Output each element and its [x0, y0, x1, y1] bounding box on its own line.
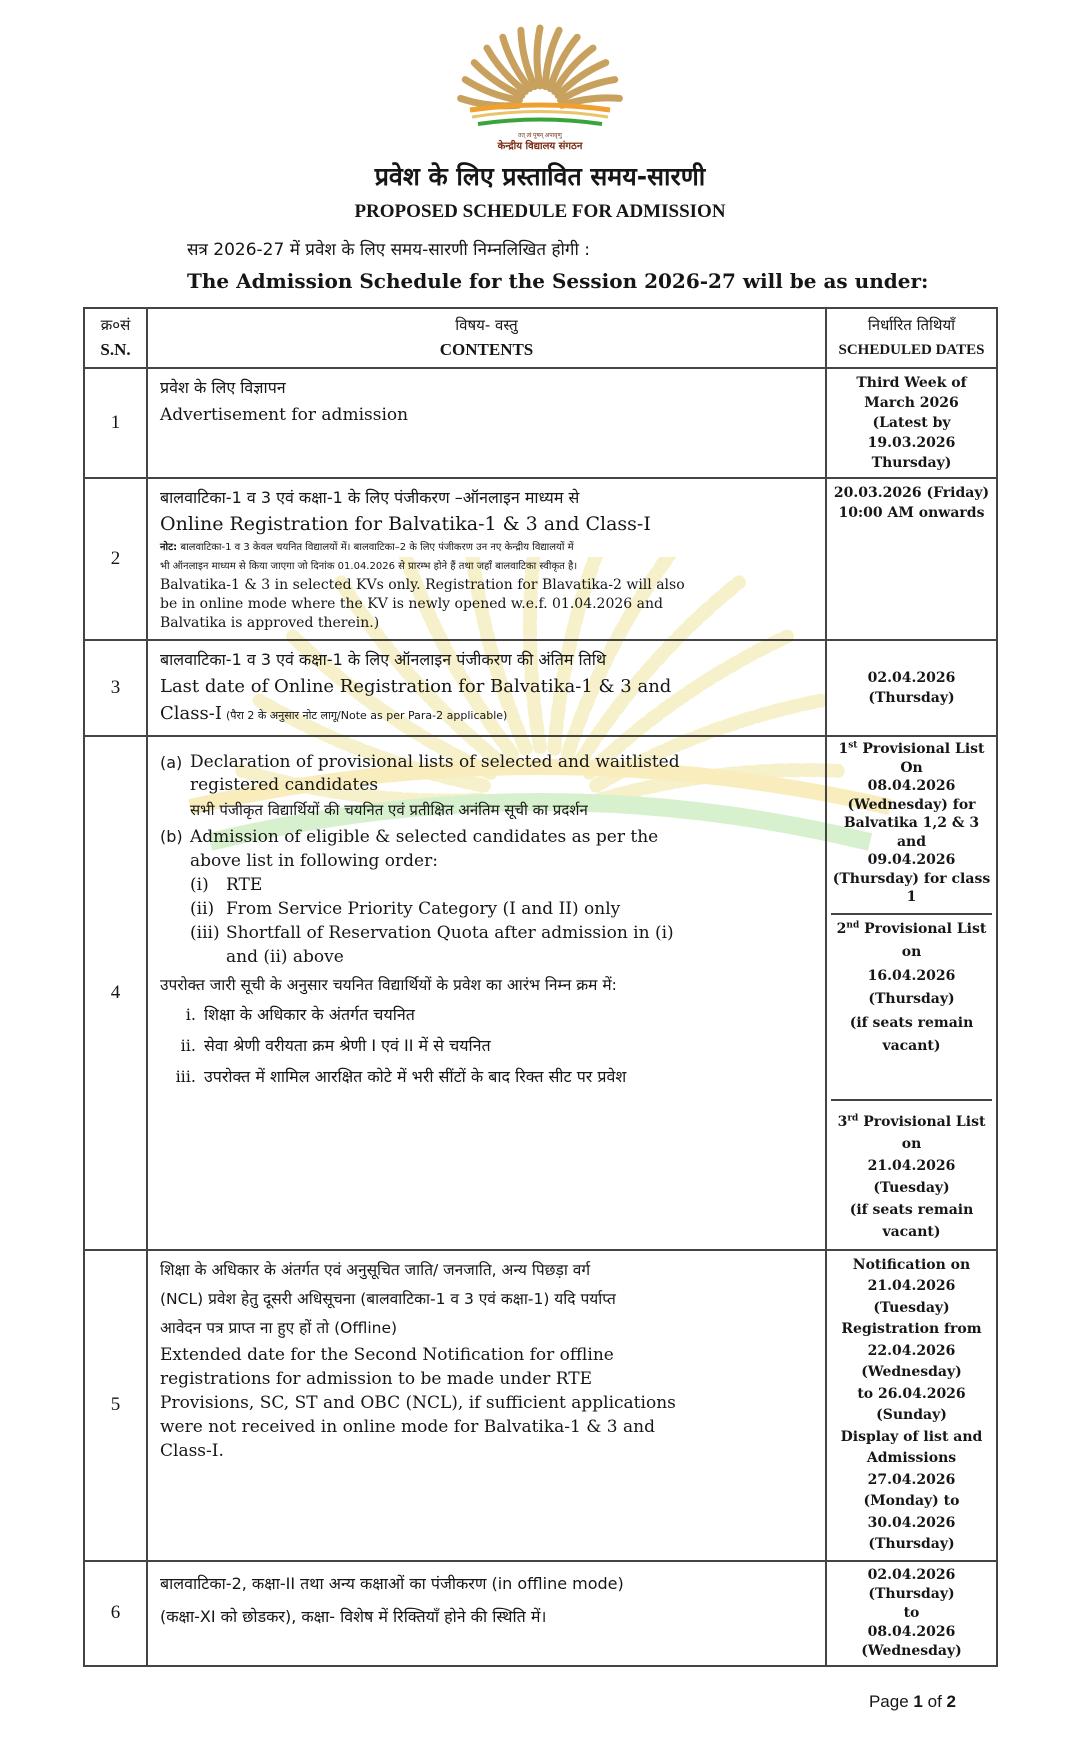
date-line: on [901, 1135, 922, 1152]
date-line: 08.04.2026 (Wednesday) [861, 1623, 962, 1659]
header-contents-hindi: विषय- वस्तु [455, 316, 518, 334]
title-english: PROPOSED SCHEDULE FOR ADMISSION [354, 201, 726, 222]
rising-sun-icon [450, 22, 630, 132]
row-content-hindi-3: आवेदन पत्र प्राप्त ना हुए हों तो (Offline) [160, 1318, 398, 1337]
row-dates [826, 640, 997, 736]
section-a-line-2: registered candidates [190, 775, 379, 795]
row-content-hindi-1: शिक्षा के अधिकार के अंतर्गत एवं अनुसूचित जाति/ जनजाति, अन्य पिछड़ा वर्ग [160, 1260, 591, 1279]
provisional-list-1 [831, 737, 992, 913]
date-line: 21.04.2026 (Tuesday) [867, 1157, 956, 1196]
row-note-english-3: Balvatika is approved therein.) [160, 615, 380, 631]
provisional-list-3 [831, 1099, 992, 1249]
date-line: on [901, 944, 922, 960]
date-line: 02.04.2026 (Thursday) [867, 1566, 956, 1602]
row-dates [826, 1561, 997, 1666]
order-item [190, 897, 813, 921]
row-content-hindi-2: (कक्षा-XI को छोडकर), कक्षा- विशेष में रिक्तियाँ होने की स्थिति में। [160, 1606, 547, 1626]
order-text: Shortfall of Reservation Quota after admission in (i) [226, 923, 674, 943]
date-line: Display of list and [840, 1428, 983, 1445]
order-label: (ii) [190, 899, 215, 919]
intro-english: The Admission Schedule for the Session 2026-27 will be as under: [187, 269, 929, 293]
date-line: (if seats remain vacant) [849, 1014, 974, 1054]
row-note-english-2: be in online mode where the KV is newly opened w.e.f. 01.04.2026 and [160, 596, 663, 612]
sun-ray [537, 28, 540, 86]
logo-motto: तत् त्वं पूषन् अपावृणु [518, 133, 562, 139]
date-line: 21.04.2026 (Tuesday) [867, 1278, 956, 1316]
list-ordinal: st [848, 740, 858, 751]
list-number: 2 [836, 920, 847, 937]
row-content-english: Online Registration for Balvatika-1 & 3 and Class-I [160, 513, 651, 535]
list-title: Provisional List [863, 1113, 986, 1130]
date-line: Thursday) [871, 455, 952, 471]
date-line: 20.03.2026 (Friday) [833, 485, 990, 501]
date-line: Third Week of March 2026 [856, 375, 967, 411]
row-class-text: Class-I [160, 703, 222, 724]
row-note-hindi-2: भी ऑनलाइन माध्यम से किया जाएगा जो दिनांक 01.04.2026 से प्रारम्भ होने हैं तथा जहाँ बालवाटिका स्वीकृत है। [160, 561, 578, 572]
row-number: 6 [84, 1561, 147, 1666]
row-number: 5 [84, 1250, 147, 1561]
order-text: शिक्षा के अधिकार के अंतर्गत चयनित [204, 1005, 415, 1024]
date-line: 10:00 AM onwards [838, 505, 985, 521]
row-content-hindi [160, 1256, 811, 1343]
row-content-english-5: Class-I. [160, 1440, 224, 1461]
note-hindi-line: बालवाटिका-1 व 3 केवल चयनित विद्यालयों में। बालवाटिका–2 के लिए पंजीकरण उन नए केन्द्रीय विद्यालयों में [180, 542, 574, 553]
date-line: 02.04.2026 (Thursday) [867, 670, 956, 706]
table-row [84, 478, 997, 640]
row-number: 2 [84, 478, 147, 640]
row-content-english-1: Extended date for the Second Notification for offline [160, 1344, 614, 1365]
row-content-hindi: प्रवेश के लिए विज्ञापन [160, 378, 286, 397]
row-content-english [160, 1343, 811, 1463]
list-ordinal: nd [846, 919, 860, 930]
date-line: 08.04.2026 (Wednesday) for [847, 778, 976, 813]
list-number: 1 [838, 741, 849, 757]
date-line: 22.04.2026 (Wednesday) [861, 1342, 962, 1380]
section-a-line: Declaration of provisional lists of selected and waitlisted [190, 752, 680, 772]
note-label: नोट: [160, 542, 178, 553]
order-item [190, 873, 813, 897]
order-label: (i) [190, 875, 209, 895]
order-label: (iii) [190, 923, 220, 943]
order-text: उपरोक्त में शामिल आरक्षित कोटे में भरी सींटों के बाद रिक्त सीट पर प्रवेश [204, 1067, 627, 1086]
schedule-table [83, 307, 998, 1667]
order-item-hindi [160, 1061, 813, 1092]
row-number: 3 [84, 640, 147, 736]
title-hindi: प्रवेश के लिए प्रस्तावित समय-सारणी [374, 162, 706, 191]
hindi-order-list [160, 999, 813, 1092]
date-line: Registration from [841, 1321, 982, 1337]
row-dates [826, 1250, 997, 1561]
table-row [84, 640, 997, 736]
list-number: 3 [837, 1113, 848, 1130]
row-content-english: Advertisement for admission [160, 405, 409, 425]
order-label: iii. [175, 1067, 196, 1086]
date-line: 27.04.2026 (Monday) to [863, 1471, 960, 1509]
order-text: From Service Priority Category (I and II) only [226, 899, 621, 919]
section-a-label: (a) [160, 753, 183, 772]
document-page [0, 22, 1080, 1743]
order-text: RTE [226, 875, 263, 895]
header-contents-english: CONTENTS [439, 340, 534, 359]
date-line: (Latest by 19.03.2026 [867, 415, 956, 451]
list-title: Provisional List [864, 920, 987, 937]
order-label: i. [185, 1005, 196, 1024]
date-line: Admissions [866, 1450, 957, 1466]
current-page: 1 [913, 1691, 923, 1711]
total-pages: 2 [946, 1691, 956, 1711]
table-row [84, 736, 997, 1250]
row-content-english-4: were not received in online mode for Balvatika-1 & 3 and [160, 1416, 655, 1437]
row-note-english-1: Balvatika-1 & 3 in selected KVs only. Registration for Blavatika-2 will also [160, 577, 685, 593]
list-title: Provisional List [862, 741, 985, 757]
date-line: Balvatika 1,2 & 3 and [843, 815, 980, 850]
order-item-hindi [160, 999, 813, 1030]
of-label: of [927, 1691, 942, 1711]
intro-hindi: सत्र 2026-27 में प्रवेश के लिए समय-सारणी निम्नलिखित होगी : [187, 240, 591, 260]
row-number: 4 [84, 736, 147, 1250]
list-ordinal: rd [847, 1112, 859, 1123]
section-a [160, 751, 813, 823]
row-note-english [160, 576, 813, 633]
row-dates [826, 478, 997, 640]
kvs-logo [450, 22, 630, 153]
date-line: to 26.04.2026 (Sunday) [857, 1385, 966, 1423]
section-b-line-2: above list in following order: [190, 851, 438, 871]
date-line: to [903, 1604, 920, 1621]
section-b-line: Admission of eligible & selected candidates as per the [190, 827, 659, 847]
header-sn-hindi: क्र०सं [100, 316, 131, 334]
section-b-label: (b) [160, 827, 183, 846]
row-dates [826, 736, 997, 1250]
row-content-hindi: बालवाटिका-2, कक्षा-II तथा अन्य कक्षाओं का पंजीकरण (in offline mode) [160, 1573, 624, 1593]
table-row [84, 1250, 997, 1561]
order-item [190, 921, 813, 945]
row-content-hindi-2: (NCL) प्रवेश हेतु दूसरी अधिसूचना (बालवाटिका-1 व 3 एवं कक्षा-1) यदि पर्याप्त [160, 1289, 616, 1308]
row-content-hindi: बालवाटिका-1 व 3 एवं कक्षा-1 के लिए ऑनलाइन पंजीकरण की अंतिम तिथि [160, 650, 607, 669]
order-item-continued: and (ii) above [226, 947, 344, 967]
table-row [84, 1561, 997, 1666]
order-text: सेवा श्रेणी वरीयता क्रम श्रेणी I एवं II में से चयनित [204, 1036, 491, 1055]
row-note-hindi [160, 538, 813, 557]
table-header-row [84, 308, 997, 368]
hindi-order-intro: उपरोक्त जारी सूची के अनुसार चयनित विद्यार्थियों के प्रवेश का आरंभ निम्न क्रम में: [160, 976, 617, 994]
date-line: 16.04.2026 [867, 967, 956, 984]
section-b [160, 825, 813, 969]
row-content-english: Last date of Online Registration for Balvatika-1 & 3 and [160, 676, 672, 697]
row-dates [826, 368, 997, 478]
row-number: 1 [84, 368, 147, 478]
date-line: (Thursday) [868, 991, 955, 1007]
page-label: Page [868, 1691, 909, 1711]
order-label: ii. [180, 1036, 196, 1055]
row-para-note: (पैरा 2 के अनुसार नोट लागू/Note as per Para-2 applicable) [225, 709, 508, 722]
schedule-table-wrapper [83, 307, 996, 1667]
date-line: (if seats remain vacant) [849, 1201, 974, 1240]
header-dates-hindi: निर्धारित तिथियाँ [867, 316, 956, 334]
row-content-english-3: Provisions, SC, ST and OBC (NCL), if sufficient applications [160, 1392, 676, 1413]
page-number [0, 1691, 956, 1713]
logo-org-name: केन्द्रीय विद्यालय संगठन [497, 141, 583, 152]
order-item-hindi [160, 1030, 813, 1061]
header-sn-english: S.N. [100, 340, 131, 359]
date-line: On [900, 759, 923, 776]
date-line: (Thursday) for class 1 [832, 870, 991, 905]
table-row [84, 368, 997, 478]
date-line: 09.04.2026 [867, 852, 956, 868]
provisional-list-2 [831, 913, 992, 1099]
row-content-english-2: registrations for admission to be made under RTE [160, 1368, 593, 1389]
section-a-hindi: सभी पंजीकृत विद्यार्थियों की चयनित एवं प्रतीक्षित अनंतिम सूची का प्रदर्शन [190, 801, 588, 819]
row-content-hindi: बालवाटिका-1 व 3 एवं कक्षा-1 के लिए पंजीकरण –ऑनलाइन माध्यम से [160, 488, 580, 507]
header-dates-english: SCHEDULED DATES [838, 342, 985, 358]
date-line: 30.04.2026 (Thursday) [867, 1514, 956, 1552]
row-content-english-2 [160, 700, 813, 729]
date-line: Notification on [852, 1256, 971, 1273]
